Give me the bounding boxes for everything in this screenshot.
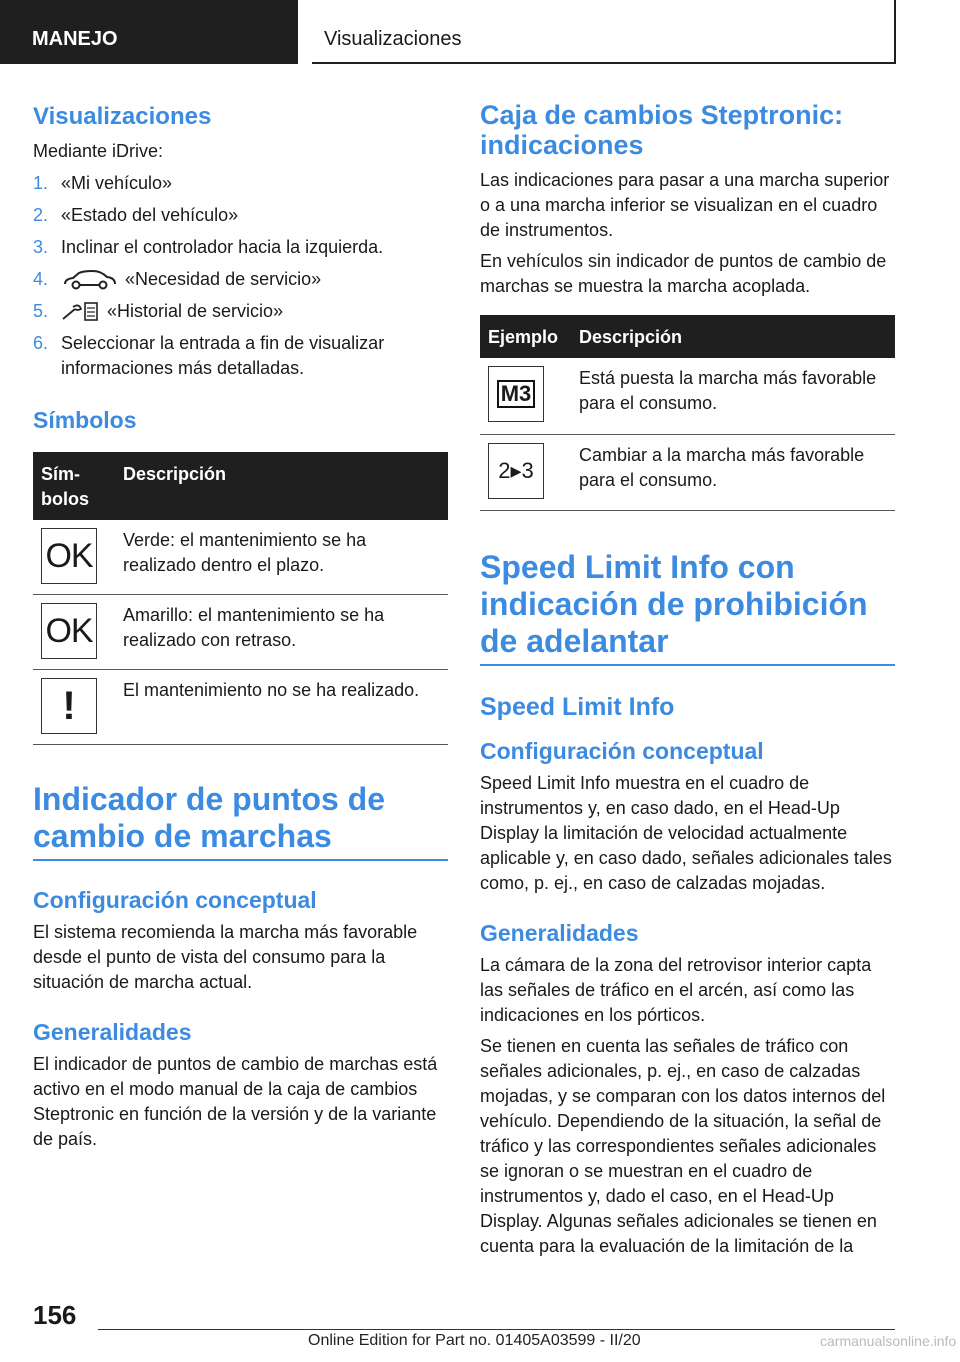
shift-2-to-3-symbol: 2▸3 xyxy=(488,443,544,499)
visualizaciones-heading: Visualizaciones xyxy=(33,103,212,130)
symbol-description: Amarillo: el mantenimiento se ha realizado con retraso. xyxy=(115,595,448,670)
simbolos-heading: Símbolos xyxy=(33,407,137,433)
table-row xyxy=(33,520,448,595)
general-text: El indicador de puntos de cambio de marchas está activo en el modo manual de la caja de cambios Steptronic en función de la versión y de la variante de país. xyxy=(33,1054,438,1149)
general-heading: Generalidades xyxy=(33,1019,192,1045)
step-number: 6. xyxy=(33,333,49,353)
sli-general-paragraph-2: Se tienen en cuenta las señales de tráfico con señales adicionales, p. ej., en caso de calzadas mojadas, y se comparan con los datos internos del vehículo. Dependiendo de la situación, la señal de tráfico y las correspondientes señales adicionales se ignoran o se muestran en el cuadro de instrumentos y, dado el caso, en el Head-Up Display. Algunas señales adicionales se tienen en cuenta para la evaluación de la limitación de la xyxy=(480,1035,886,1256)
section-tab xyxy=(0,0,298,64)
step-text: Inclinar el controlador hacia la izquierda. xyxy=(61,237,384,257)
step-number: 5. xyxy=(33,301,49,321)
right-column xyxy=(480,100,895,1259)
table-row xyxy=(480,358,895,434)
symbol-description: El mantenimiento no se ha realizado. xyxy=(115,670,448,745)
symbols-table xyxy=(33,452,448,745)
step-text: «Estado del vehículo» xyxy=(61,205,239,225)
list-item xyxy=(33,203,448,228)
service-history-icon xyxy=(61,301,99,323)
gear-m3-symbol: M3 xyxy=(488,366,544,422)
steptronic-paragraph-1: Las indicaciones para pasar a una marcha superior o a una marcha inferior se visualizan en el cuadro de instrumentos. xyxy=(480,170,890,240)
exclamation-symbol: ! xyxy=(41,678,97,734)
sli-general-paragraph-1: La cámara de la zona del retrovisor interior capta las señales de tráfico en el arcén, así como las indicaciones en los pórticos. xyxy=(480,954,872,1025)
example-table xyxy=(480,315,895,511)
column-header: Ejemplo xyxy=(480,315,571,358)
ok-symbol: OK xyxy=(41,528,97,584)
step-number: 2. xyxy=(33,205,49,225)
step-number: 1. xyxy=(33,173,49,193)
concept-text: El sistema recomienda la marcha más favorable desde el punto de vista del consumo para la situación de marcha actual. xyxy=(33,922,418,992)
ok-symbol: OK xyxy=(41,603,97,659)
chapter-title-bar xyxy=(312,0,896,64)
list-item xyxy=(33,171,448,196)
footer-divider xyxy=(98,1329,895,1330)
page-number: 156 xyxy=(33,1300,77,1330)
left-column xyxy=(33,100,448,1152)
visualizaciones-intro: Mediante iDrive: xyxy=(33,141,164,161)
sli-concept-heading: Configuración conceptual xyxy=(480,737,764,764)
step-number: 3. xyxy=(33,237,49,257)
symbol-description: Verde: el mantenimiento se ha realizado dentro el plazo. xyxy=(115,520,448,595)
concept-heading: Configuración conceptual xyxy=(33,887,317,913)
column-header: Descripción xyxy=(115,452,448,520)
sli-heading: Speed Limit Info xyxy=(480,692,675,721)
list-item xyxy=(33,299,448,324)
edition-footer: Online Edition for Part no. 01405A03599 - II/20 xyxy=(308,1332,641,1349)
section-label: MANEJO xyxy=(32,28,118,50)
steptronic-heading: Caja de cambios Steptronic: indicaciones xyxy=(480,100,844,160)
example-description: Cambiar a la marcha más favorable para el consumo. xyxy=(571,434,895,510)
step-text: «Mi vehículo» xyxy=(61,173,173,193)
step-text: «Historial de servicio» xyxy=(107,301,284,321)
speed-limit-heading: Speed Limit Info con indicación de prohibición de adelantar xyxy=(480,549,895,666)
column-header: Descripción xyxy=(571,315,895,358)
list-item xyxy=(33,267,448,292)
example-description: Está puesta la marcha más favorable para el consumo. xyxy=(571,358,895,434)
chapter-title: Visualizaciones xyxy=(324,28,462,50)
steps-list xyxy=(33,171,448,381)
table-row xyxy=(33,595,448,670)
column-header: Sím-bolos xyxy=(33,452,115,520)
sli-concept-text: Speed Limit Info muestra en el cuadro de instrumentos y, en caso dado, en el Head-Up Display la limitación de velocidad actualmente aplicable y, en caso dado, señales adicionales tales como, p. ej., en caso de calzadas mojadas. xyxy=(480,772,892,893)
table-row xyxy=(33,670,448,745)
table-row xyxy=(480,434,895,510)
watermark: carmanualsonline.info xyxy=(820,1333,957,1349)
step-text: Seleccionar la entrada a fin de visualizar informaciones más detalladas. xyxy=(61,333,385,378)
list-item xyxy=(33,331,448,381)
step-text: «Necesidad de servicio» xyxy=(125,269,322,289)
indicator-heading: Indicador de puntos de cambio de marchas xyxy=(33,781,448,861)
step-number: 4. xyxy=(33,269,49,289)
car-icon xyxy=(61,270,117,290)
steptronic-paragraph-2: En vehículos sin indicador de puntos de cambio de marchas se muestra la marcha acoplada. xyxy=(480,251,887,296)
list-item xyxy=(33,235,448,260)
sli-general-heading: Generalidades xyxy=(480,919,639,946)
